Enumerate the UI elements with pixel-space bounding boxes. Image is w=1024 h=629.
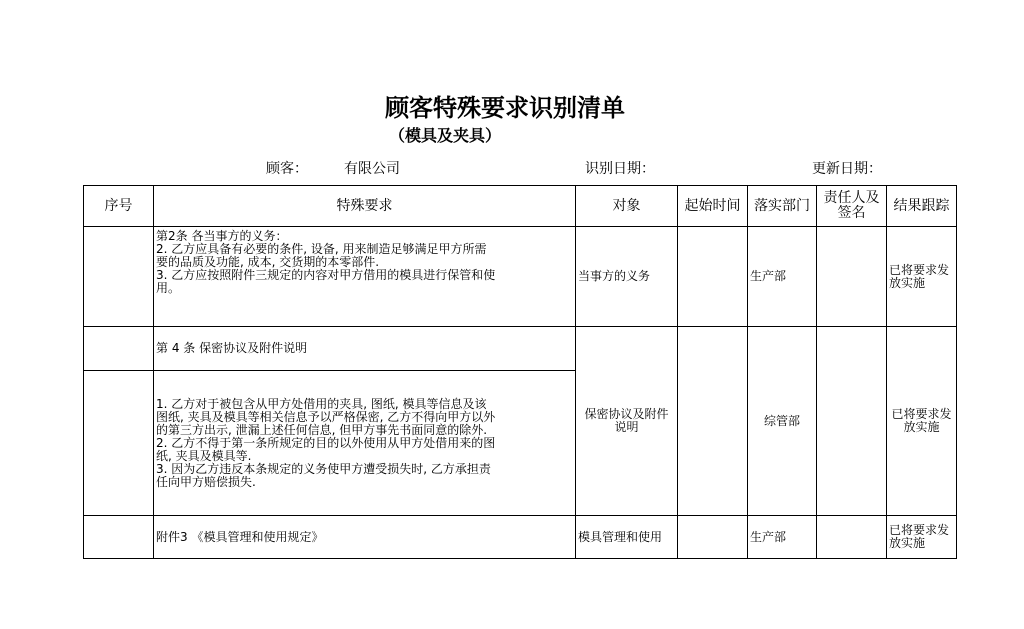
row1-start-time (678, 227, 748, 327)
header-responsible: 责任人及签名 (817, 186, 887, 227)
row1-requirement (154, 227, 576, 327)
row4-seq (84, 516, 154, 559)
identify-date-label: 识别日期： (585, 161, 655, 177)
row2-requirement-line: 2. 乙方不得于第一条所规定的目的以外使用从甲方处借用来的图 (156, 435, 496, 450)
row1-seq (84, 227, 154, 327)
row1-result: 已将要求发放实施 (887, 227, 957, 327)
header-dept: 落实部门 (748, 186, 817, 227)
row2-requirement-line: 图纸, 夹具及模具等相关信息予以严格保密, 乙方不得向甲方以外 (156, 409, 496, 424)
row4-dept: 生产部 (748, 516, 817, 559)
row2-requirement-heading: 第 4 条 保密协议及附件说明 (154, 327, 576, 371)
row2-responsible (817, 327, 887, 516)
update-date-label: 更新日期： (812, 161, 882, 177)
requirements-table (83, 185, 957, 559)
row4-responsible (817, 516, 887, 559)
row4-start-time (678, 516, 748, 559)
row2-requirement-line: 任向甲方赔偿损失. (156, 474, 256, 489)
header-requirement: 特殊要求 (154, 186, 576, 227)
row2-requirement-line: 3. 因为乙方违反本条规定的义务使甲方遭受损失时, 乙方承担责 (156, 461, 491, 476)
customer-value: 有限公司 (344, 161, 400, 177)
row2-requirement-line: 纸, 夹具及模具等. (156, 448, 252, 463)
table-row (84, 516, 957, 559)
row1-requirement-line: 第2条 各当事方的义务： (156, 229, 288, 243)
row2-result: 已将要求发放实施 (887, 327, 957, 516)
header-seq: 序号 (84, 186, 154, 227)
header-row (84, 186, 957, 227)
row2-requirement (154, 371, 576, 516)
row1-dept: 生产部 (748, 227, 817, 327)
customer-label: 顾客： (266, 161, 308, 177)
table-row (84, 327, 957, 371)
row4-object: 模具管理和使用 (576, 516, 678, 559)
row2-object: 保密协议及附件说明 (576, 327, 678, 516)
row4-requirement: 附件3 《模具管理和使用规定》 (154, 516, 576, 559)
document-title: 顾客特殊要求识别清单 (385, 93, 625, 122)
document-subtitle: （模具及夹具） (388, 126, 501, 145)
table-row (84, 227, 957, 327)
header-result: 结果跟踪 (887, 186, 957, 227)
row2-start-time (678, 327, 748, 516)
row4-result: 已将要求发放实施 (887, 516, 957, 559)
row2-requirement-line: 的第三方出示, 泄漏上述任何信息, 但甲方事先书面同意的除外. (156, 422, 488, 437)
row3-seq (84, 371, 154, 516)
row2-seq (84, 327, 154, 371)
header-start-time: 起始时间 (678, 186, 748, 227)
row2-requirement-line: 1. 乙方对于被包含从甲方处借用的夹具, 图纸, 模具等信息及该 (156, 396, 487, 411)
row1-requirement-line: 要的品质及功能, 成本, 交货期的本零部件. (156, 255, 380, 269)
row1-requirement-line: 用。 (156, 281, 181, 295)
row1-object: 当事方的义务 (576, 227, 678, 327)
row1-responsible (817, 227, 887, 327)
row1-requirement-line: 3. 乙方应按照附件三规定的内容对甲方借用的模具进行保管和使 (156, 268, 496, 282)
row1-requirement-line: 2. 乙方应具备有必要的条件, 设备, 用来制造足够满足甲方所需 (156, 242, 487, 256)
header-object: 对象 (576, 186, 678, 227)
row2-dept: 综管部 (748, 327, 817, 516)
